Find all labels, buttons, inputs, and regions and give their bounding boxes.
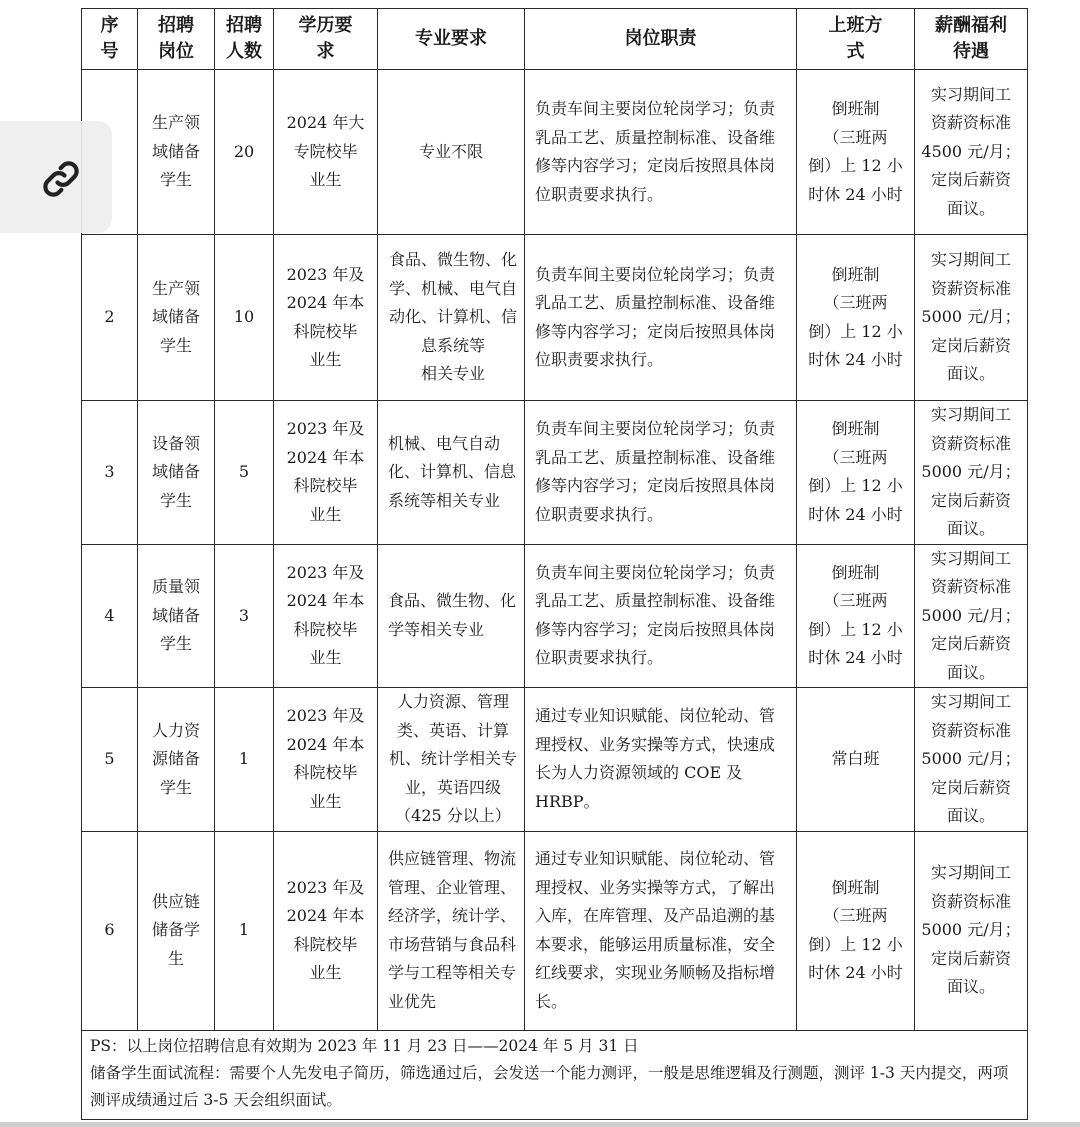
table-row — [82, 831, 1028, 1030]
cell-count: 1 — [215, 831, 274, 1030]
cell-seq: 6 — [82, 831, 138, 1030]
table-row — [82, 235, 1028, 401]
cell-salary: 实习期间工 资薪资标准 5000 元/月； 定岗后薪资 面议。 — [915, 401, 1028, 545]
header-work-mode: 上班方 式 — [797, 9, 915, 70]
cell-count: 5 — [215, 401, 274, 545]
link-icon[interactable] — [40, 158, 82, 200]
cell-position: 供应链 储备学 生 — [138, 831, 215, 1030]
header-count: 招聘 人数 — [215, 9, 274, 70]
notes-row — [82, 1030, 1028, 1119]
cell-work-mode: 常白班 — [797, 688, 915, 832]
header-salary: 薪酬福利 待遇 — [915, 9, 1028, 70]
cell-duties: 通过专业知识赋能、岗位轮动、管理授权、业务实操等方式，快速成长为人力资源领域的 COE 及 HRBP。 — [525, 688, 797, 832]
cell-duties: 负责车间主要岗位轮岗学习；负责乳品工艺、质量控制标准、设备维修等内容学习；定岗后按照具体岗位职责要求执行。 — [525, 544, 797, 688]
cell-major: 机械、电气自动化、计算机、信息系统等相关专业 — [378, 401, 525, 545]
cell-education: 2023 年及 2024 年本 科院校毕 业生 — [274, 688, 378, 832]
table-row — [82, 544, 1028, 688]
cell-education: 2023 年及 2024 年本 科院校毕 业生 — [274, 544, 378, 688]
cell-position: 生产领 域储备 学生 — [138, 235, 215, 401]
cell-major: 食品、微生物、化学、机械、电气自动化、计算机、信息系统等 相关专业 — [378, 235, 525, 401]
table-header-row — [82, 9, 1028, 70]
cell-count: 3 — [215, 544, 274, 688]
cell-seq: 5 — [82, 688, 138, 832]
cell-education: 2024 年大 专院校毕 业生 — [274, 70, 378, 235]
cell-duties: 负责车间主要岗位轮岗学习；负责乳品工艺、质量控制标准、设备维修等内容学习；定岗后按照具体岗位职责要求执行。 — [525, 70, 797, 235]
cell-count: 20 — [215, 70, 274, 235]
cell-salary: 实习期间工 资薪资标准 5000 元/月； 定岗后薪资 面议。 — [915, 235, 1028, 401]
cell-work-mode: 倒班制 （三班两 倒）上 12 小 时休 24 小时 — [797, 235, 915, 401]
header-position: 招聘 岗位 — [138, 9, 215, 70]
cell-work-mode: 倒班制 （三班两 倒）上 12 小 时休 24 小时 — [797, 70, 915, 235]
table-row — [82, 401, 1028, 545]
cell-position: 人力资 源储备 学生 — [138, 688, 215, 832]
cell-salary: 实习期间工 资薪资标准 5000 元/月； 定岗后薪资 面议。 — [915, 544, 1028, 688]
cell-work-mode: 倒班制 （三班两 倒）上 12 小 时休 24 小时 — [797, 401, 915, 545]
cell-education: 2023 年及 2024 年本 科院校毕 业生 — [274, 831, 378, 1030]
cell-seq: 3 — [82, 401, 138, 545]
cell-education: 2023 年及 2024 年本 科院校毕 业生 — [274, 401, 378, 545]
cell-count: 1 — [215, 688, 274, 832]
cell-work-mode: 倒班制 （三班两 倒）上 12 小 时休 24 小时 — [797, 544, 915, 688]
recruitment-table — [81, 8, 1028, 1120]
cell-seq: 2 — [82, 235, 138, 401]
notes-cell — [82, 1030, 1028, 1119]
cell-major: 专业不限 — [378, 70, 525, 235]
interview-process-note: 储备学生面试流程：需要个人先发电子简历，筛选通过后，会发送一个能力测评，一般是思维逻辑及行测题，测评 1-3 天内提交，两项测评成绩通过后 3-5 天会组织面试。 — [90, 1063, 1009, 1109]
cell-position: 设备领 域储备 学生 — [138, 401, 215, 545]
cell-salary: 实习期间工 资薪资标准 4500 元/月； 定岗后薪资 面议。 — [915, 70, 1028, 235]
cell-work-mode: 倒班制 （三班两 倒）上 12 小 时休 24 小时 — [797, 831, 915, 1030]
cell-major: 供应链管理、物流管理、企业管理、经济学，统计学、市场营销与食品科学与工程等相关专业优先 — [378, 831, 525, 1030]
cell-position: 质量领 域储备 学生 — [138, 544, 215, 688]
validity-note: PS：以上岗位招聘信息有效期为 2023 年 11 月 23 日——2024 年 5 月 31 日 — [90, 1036, 639, 1055]
cell-major: 人力资源、管理类、英语、计算机、统计学相关专业，英语四级 （425 分以上） — [378, 688, 525, 832]
table-row — [82, 688, 1028, 832]
cell-salary: 实习期间工 资薪资标准 5000 元/月； 定岗后薪资 面议。 — [915, 831, 1028, 1030]
cell-count: 10 — [215, 235, 274, 401]
cell-salary: 实习期间工 资薪资标准 5000 元/月； 定岗后薪资 面议。 — [915, 688, 1028, 832]
cell-seq: 4 — [82, 544, 138, 688]
cell-duties: 负责车间主要岗位轮岗学习；负责乳品工艺、质量控制标准、设备维修等内容学习；定岗后按照具体岗位职责要求执行。 — [525, 401, 797, 545]
header-major: 专业要求 — [378, 9, 525, 70]
header-duties: 岗位职责 — [525, 9, 797, 70]
header-seq: 序 号 — [82, 9, 138, 70]
table-row — [82, 70, 1028, 235]
cell-position: 生产领 域储备 学生 — [138, 70, 215, 235]
bottom-edge-bar — [0, 1122, 1080, 1127]
cell-education: 2023 年及 2024 年本 科院校毕 业生 — [274, 235, 378, 401]
header-education: 学历要 求 — [274, 9, 378, 70]
cell-major: 食品、微生物、化学等相关专业 — [378, 544, 525, 688]
cell-duties: 通过专业知识赋能、岗位轮动、管理授权、业务实操等方式，了解出入库，在库管理、及产品追溯的基本要求，能够运用质量标准，安全红线要求，实现业务顺畅及指标增长。 — [525, 831, 797, 1030]
cell-duties: 负责车间主要岗位轮岗学习；负责乳品工艺、质量控制标准、设备维修等内容学习；定岗后按照具体岗位职责要求执行。 — [525, 235, 797, 401]
